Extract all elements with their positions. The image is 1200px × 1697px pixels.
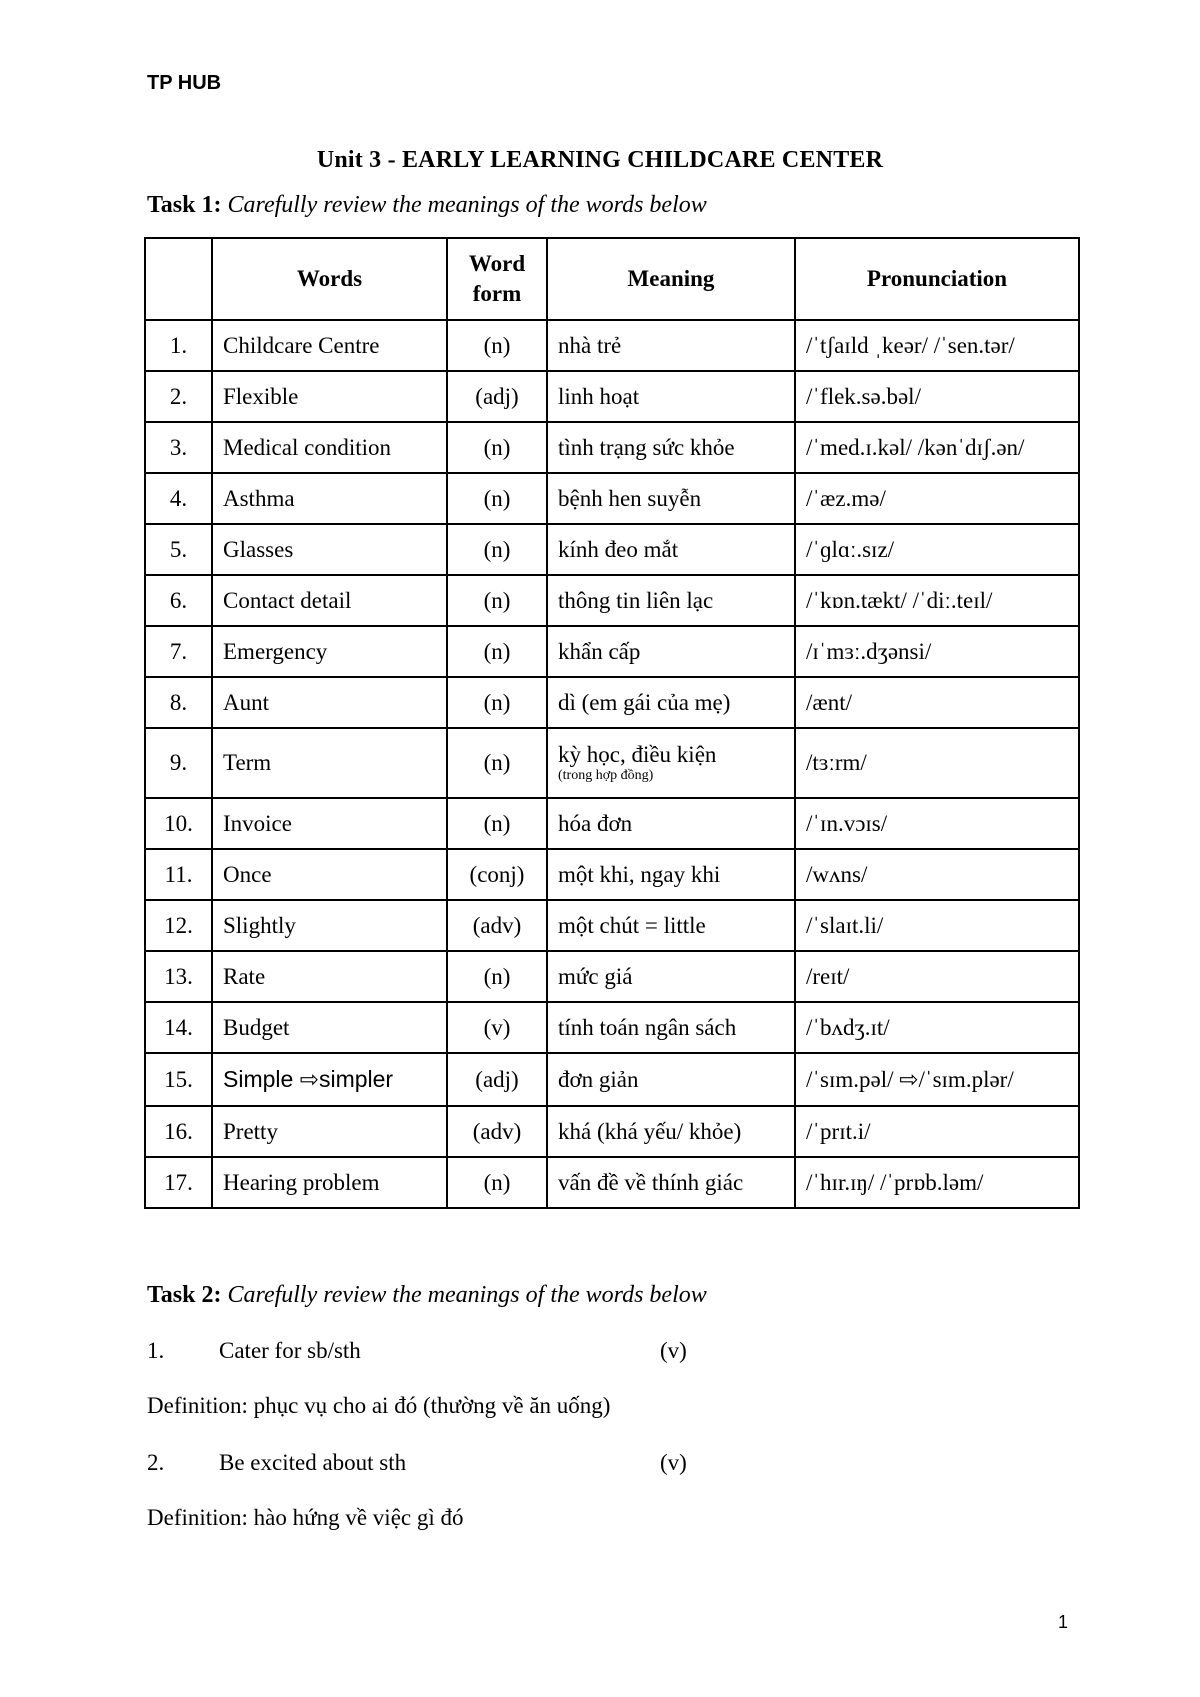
header-meaning: Meaning — [547, 238, 795, 320]
document-header-label: TP HUB — [147, 72, 222, 94]
row-pronunciation: /ˈæz.mə/ — [795, 473, 1079, 524]
row-meaning-note: (trong hợp đồng) — [558, 768, 654, 783]
row-number: 11. — [145, 849, 212, 900]
table-row — [145, 728, 1079, 798]
row-number: 7. — [145, 626, 212, 677]
row-word-form: (n) — [447, 524, 547, 575]
row-meaning: linh hoạt — [547, 371, 795, 422]
task1-description: Carefully review the meanings of the words below — [227, 192, 707, 218]
task2-heading — [147, 1282, 707, 1309]
row-word: Emergency — [212, 626, 447, 677]
document-title: Unit 3 - EARLY LEARNING CHILDCARE CENTER — [316, 147, 884, 173]
table-row — [145, 951, 1079, 1002]
item-term: Cater for sb/sth — [219, 1338, 361, 1363]
row-meaning-main: kỳ học, điều kiện — [558, 742, 717, 767]
table-row — [145, 849, 1079, 900]
table-row — [145, 1053, 1079, 1106]
row-number: 3. — [145, 422, 212, 473]
table-row — [145, 371, 1079, 422]
row-pronunciation: /ˈsɪm.pəl/ ⇨/ˈsɪm.plər/ — [795, 1053, 1079, 1106]
row-meaning: vấn đề về thính giác — [547, 1157, 795, 1208]
row-word: Flexible — [212, 371, 447, 422]
row-meaning: nhà trẻ — [547, 320, 795, 371]
row-meaning: dì (em gái của mẹ) — [547, 677, 795, 728]
row-pronunciation: /ˈslaɪt.li/ — [795, 900, 1079, 951]
item-number: 1. — [147, 1338, 165, 1363]
row-meaning: mức giá — [547, 951, 795, 1002]
row-number: 16. — [145, 1106, 212, 1157]
row-word-form: (adj) — [447, 371, 547, 422]
table-row — [145, 626, 1079, 677]
row-pronunciation: /tɜːrm/ — [795, 728, 1079, 798]
row-word: Medical condition — [212, 422, 447, 473]
row-number: 9. — [145, 728, 212, 798]
row-word: Invoice — [212, 798, 447, 849]
row-word-form: (n) — [447, 320, 547, 371]
row-word: Slightly — [212, 900, 447, 951]
row-number: 8. — [145, 677, 212, 728]
header-number — [145, 238, 212, 320]
row-pronunciation: /reɪt/ — [795, 951, 1079, 1002]
row-pronunciation: /ˈɡlɑː.sɪz/ — [795, 524, 1079, 575]
row-pronunciation: /ˈmed.ɪ.kəl/ /kənˈdɪʃ.ən/ — [795, 422, 1079, 473]
row-word-form: (n) — [447, 575, 547, 626]
row-meaning: khá (khá yếu/ khỏe) — [547, 1106, 795, 1157]
table-row — [145, 422, 1079, 473]
row-word: Childcare Centre — [212, 320, 447, 371]
vocabulary-table — [144, 237, 1080, 1209]
row-pronunciation: /ˈflek.sə.bəl/ — [795, 371, 1079, 422]
row-word: Rate — [212, 951, 447, 1002]
item-word-form: (v) — [660, 1338, 687, 1363]
row-meaning: bệnh hen suyễn — [547, 473, 795, 524]
table-row — [145, 1106, 1079, 1157]
item-term: Be excited about sth — [219, 1450, 407, 1475]
row-pronunciation: /ˈprɪt.i/ — [795, 1106, 1079, 1157]
row-number: 10. — [145, 798, 212, 849]
row-word: Simple ⇨simpler — [212, 1053, 447, 1106]
header-word-form: Word form — [447, 238, 547, 320]
row-word-form: (v) — [447, 1002, 547, 1053]
table-row — [145, 1002, 1079, 1053]
table-row — [145, 524, 1079, 575]
row-word-form: (adv) — [447, 900, 547, 951]
row-word-form: (n) — [447, 798, 547, 849]
table-body — [145, 320, 1079, 1208]
row-meaning: một khi, ngay khi — [547, 849, 795, 900]
list-item — [147, 1338, 1047, 1370]
row-pronunciation: /ˈtʃaɪld ˌkeər/ /ˈsen.tər/ — [795, 320, 1079, 371]
row-meaning: đơn giản — [547, 1053, 795, 1106]
row-word-form: (conj) — [447, 849, 547, 900]
row-word-form: (n) — [447, 473, 547, 524]
row-word-form: (adj) — [447, 1053, 547, 1106]
row-number: 4. — [145, 473, 212, 524]
row-word: Asthma — [212, 473, 447, 524]
row-word: Hearing problem — [212, 1157, 447, 1208]
table-row — [145, 798, 1079, 849]
row-number: 5. — [145, 524, 212, 575]
row-pronunciation: /ˈbʌdʒ.ɪt/ — [795, 1002, 1079, 1053]
row-meaning: một chút = little — [547, 900, 795, 951]
row-number: 15. — [145, 1053, 212, 1106]
row-pronunciation: /ænt/ — [795, 677, 1079, 728]
row-number: 2. — [145, 371, 212, 422]
row-word-form: (n) — [447, 677, 547, 728]
row-word: Contact detail — [212, 575, 447, 626]
row-word: Glasses — [212, 524, 447, 575]
item-word-form: (v) — [660, 1450, 687, 1475]
row-number: 17. — [145, 1157, 212, 1208]
table-row — [145, 900, 1079, 951]
table-row — [145, 677, 1079, 728]
row-pronunciation: /ɪˈmɜː.dʒənsi/ — [795, 626, 1079, 677]
item-definition: Definition: hào hứng về việc gì đó — [147, 1505, 464, 1530]
row-word-form: (n) — [447, 422, 547, 473]
row-pronunciation: /wʌns/ — [795, 849, 1079, 900]
row-word-form: (n) — [447, 1157, 547, 1208]
row-word: Budget — [212, 1002, 447, 1053]
task1-label: Task 1: — [147, 192, 222, 218]
row-word-form: (n) — [447, 951, 547, 1002]
row-word: Aunt — [212, 677, 447, 728]
row-meaning: thông tin liên lạc — [547, 575, 795, 626]
header-words: Words — [212, 238, 447, 320]
row-word-form: (n) — [447, 728, 547, 798]
row-word: Once — [212, 849, 447, 900]
row-meaning: khẩn cấp — [547, 626, 795, 677]
item-number: 2. — [147, 1450, 165, 1475]
task2-description: Carefully review the meanings of the words below — [227, 1282, 707, 1308]
task2-label: Task 2: — [147, 1282, 222, 1308]
row-pronunciation: /ˈɪn.vɔɪs/ — [795, 798, 1079, 849]
row-pronunciation: /ˈkɒn.tækt/ /ˈdiː.teɪl/ — [795, 575, 1079, 626]
table-row — [145, 1157, 1079, 1208]
row-word-form: (adv) — [447, 1106, 547, 1157]
row-number: 1. — [145, 320, 212, 371]
row-word-form: (n) — [447, 626, 547, 677]
page-number: 1 — [1058, 1612, 1069, 1632]
row-meaning: tính toán ngân sách — [547, 1002, 795, 1053]
item-definition: Definition: phục vụ cho ai đó (thường về ăn uống) — [147, 1393, 611, 1418]
row-word: Pretty — [212, 1106, 447, 1157]
row-meaning — [547, 728, 795, 798]
list-item — [147, 1450, 1047, 1482]
table-header-row — [145, 238, 1079, 320]
row-number: 12. — [145, 900, 212, 951]
row-number: 14. — [145, 1002, 212, 1053]
table-row — [145, 575, 1079, 626]
task1-heading — [147, 192, 707, 219]
row-meaning: kính đeo mắt — [547, 524, 795, 575]
table-row — [145, 320, 1079, 371]
row-pronunciation: /ˈhɪr.ɪŋ/ /ˈprɒb.ləm/ — [795, 1157, 1079, 1208]
row-meaning: tình trạng sức khỏe — [547, 422, 795, 473]
row-word: Term — [212, 728, 447, 798]
row-meaning: hóa đơn — [547, 798, 795, 849]
row-number: 6. — [145, 575, 212, 626]
header-pronunciation: Pronunciation — [795, 238, 1079, 320]
row-number: 13. — [145, 951, 212, 1002]
table-row — [145, 473, 1079, 524]
